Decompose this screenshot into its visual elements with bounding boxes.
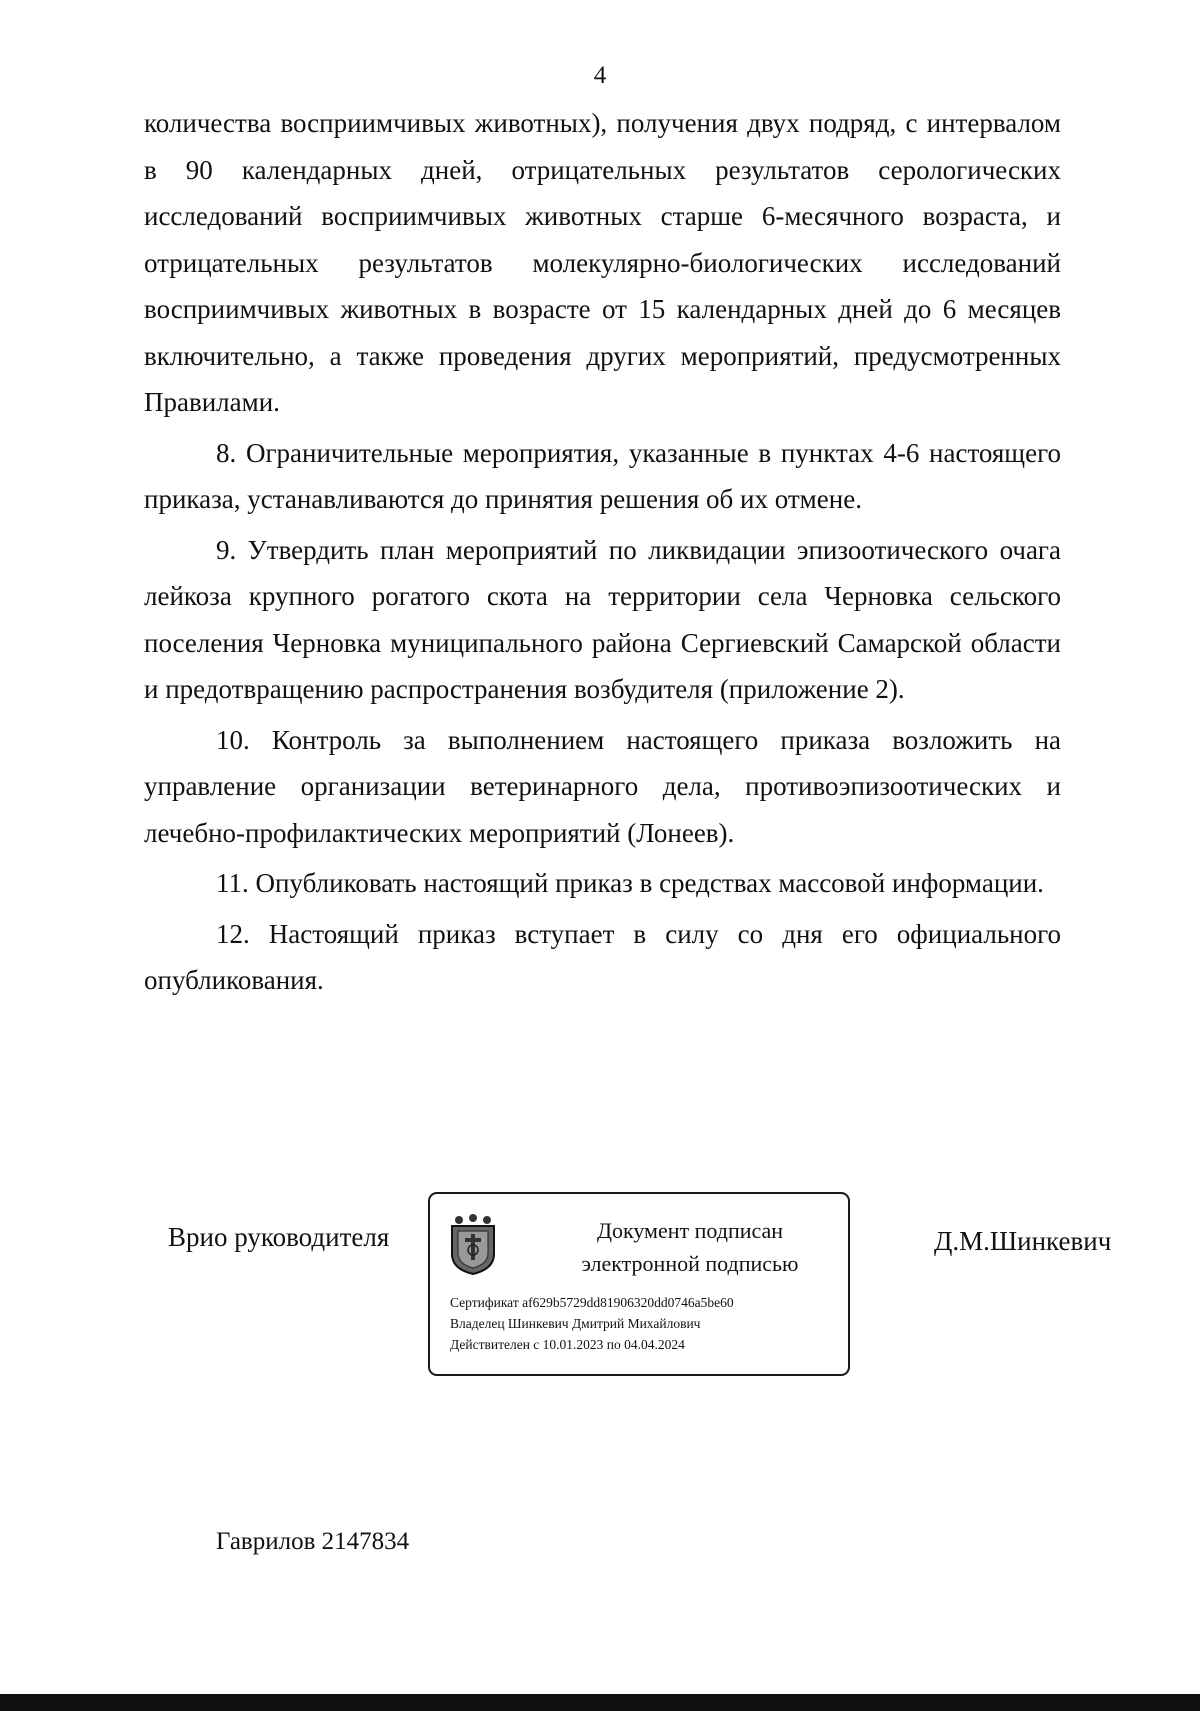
- paragraph-continuation: количества восприимчивых животных), получения двух подряд, с интервалом в 90 календарных дней, отрицательных результатов серологических исследований восприимчивых животных старше 6-месячного возраста, и отрицательных результатов молекулярно-биологических исследований восприимчивых животных в возрасте от 15 календарных дней до 6 месяцев включительно, а также проведения других мероприятий, предусмотренных Правилами.: [144, 108, 1061, 417]
- stamp-title: [540, 1214, 840, 1280]
- signatory-name: Д.М.Шинкевич: [934, 1226, 1112, 1256]
- scan-edge-bar: [0, 1694, 1200, 1711]
- executor-contact: Гаврилов 2147834: [216, 1528, 410, 1555]
- paragraph-item-9: 9. Утвердить план мероприятий по ликвидации эпизоотического очага лейкоза крупного рогатого скота на территории села Черновка сельского поселения Черновка муниципального района Сергиевский Самарской области и предотвращению распространения возбудителя (приложение 2).: [144, 534, 1061, 704]
- stamp-title-line1: Документ подписан: [596, 1218, 784, 1243]
- stamp-certificate: Сертификат af629b5729dd81906320dd0746a5be60: [450, 1295, 734, 1310]
- stamp-validity: Действителен с 10.01.2023 по 04.04.2024: [450, 1337, 685, 1352]
- signatory-role: Врио руководителя: [168, 1222, 390, 1252]
- coat-of-arms-icon: [450, 1214, 496, 1276]
- paragraph-item-11: 11. Опубликовать настоящий приказ в средствах массовой информации.: [216, 868, 1044, 898]
- stamp-details: [450, 1292, 840, 1355]
- paragraph-item-8: 8. Ограничительные мероприятия, указанные в пунктах 4-6 настоящего приказа, устанавливаются до принятия решения об их отмене.: [144, 437, 1061, 514]
- paragraph-item-10: 10. Контроль за выполнением настоящего приказа возложить на управление организации ветеринарного дела, противоэпизоотических и лечебно-профилактических мероприятий (Лонеев).: [144, 724, 1061, 848]
- page-number: 4: [593, 62, 607, 89]
- paragraph-item-12: 12. Настоящий приказ вступает в силу со дня его официального опубликования.: [144, 918, 1061, 995]
- stamp-owner: Владелец Шинкевич Дмитрий Михайлович: [450, 1316, 701, 1331]
- electronic-signature-stamp: [428, 1192, 850, 1376]
- document-body: [144, 100, 1061, 1008]
- stamp-title-line2: электронной подписью: [581, 1251, 799, 1276]
